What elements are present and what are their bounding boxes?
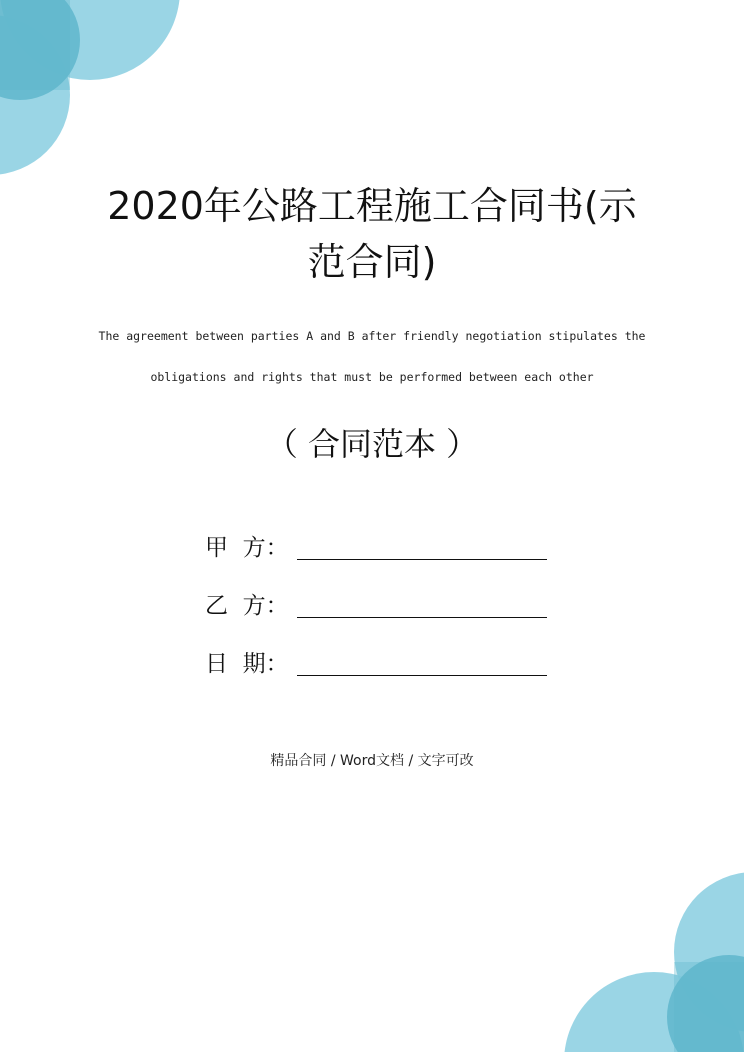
party-b-label: 乙 方： [205,593,289,619]
party-a-label: 甲 方： [205,535,289,561]
footer-note: 精品合同 / Word文档 / 文字可改 [270,753,474,769]
party-a-field [205,532,547,562]
party-a-blank-line[interactable] [297,535,547,560]
english-subtitle-line-2: obligations and rights that must be performed between each other [150,370,594,384]
date-label: 日 期： [205,651,289,677]
corner-decoration-bottom-right [564,852,744,1052]
date-blank-line[interactable] [297,651,547,676]
document-title-line-2: 范合同) [307,240,437,284]
corner-decoration-top-left [0,0,180,200]
document-title-line-1: 2020年公路工程施工合同书(示 [107,184,637,228]
date-field [205,648,547,678]
template-label: （ 合同范本 ） [265,425,479,463]
english-subtitle-line-1: The agreement between parties A and B after friendly negotiation stipulates the [98,329,646,343]
party-b-blank-line[interactable] [297,593,547,618]
party-b-field [205,590,547,620]
